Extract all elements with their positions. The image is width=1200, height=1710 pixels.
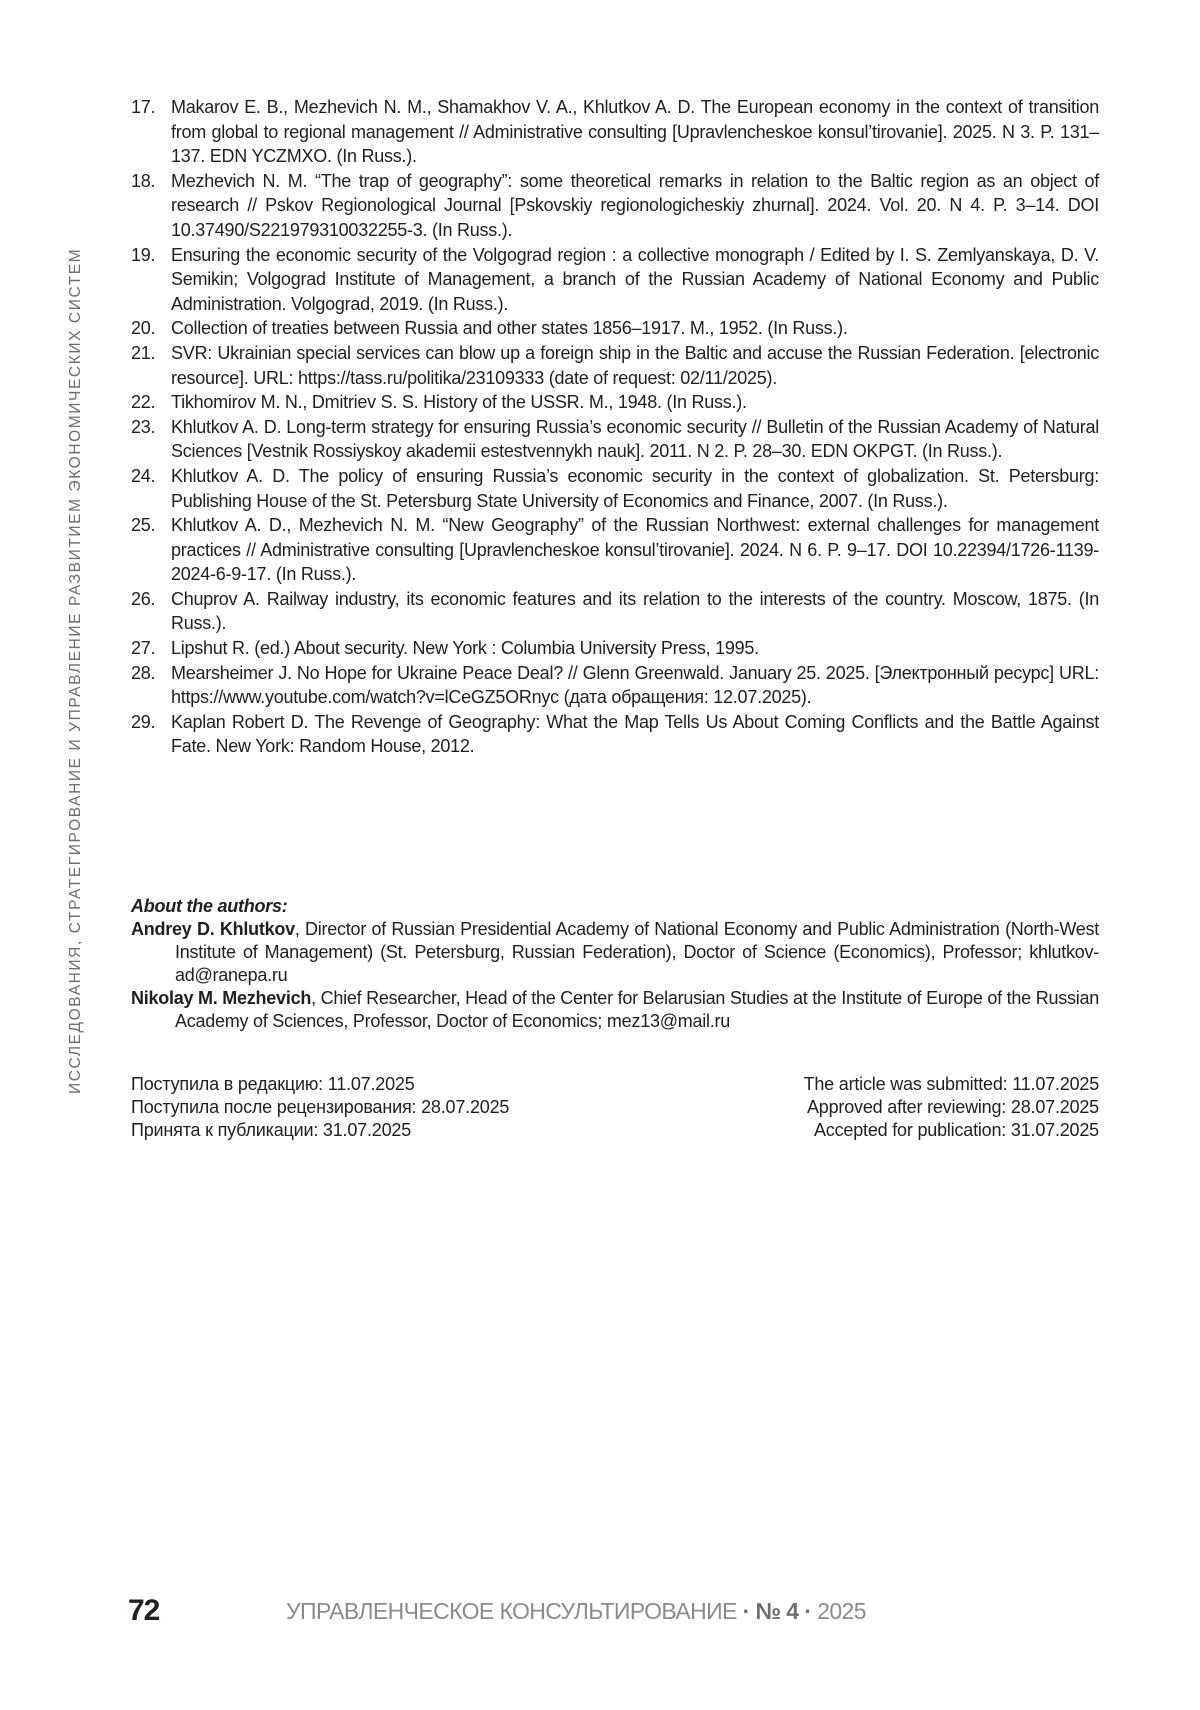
reference-text: Lipshut R. (ed.) About security. New York : Columbia University Press, 1995. [171, 638, 759, 659]
journal-footer [286, 1598, 866, 1625]
reference-item [131, 464, 1099, 513]
reference-text: Makarov E. B., Mezhevich N. M., Shamakhov V. A., Khlutkov A. D. The European economy in the context of transition from global to regional management // Administrative consulting [Upravlencheskoe konsul’tirovanie]. 2025. N 3. P. 131–137. EDN YCZMXO. (In Russ.). [171, 97, 1099, 167]
bullet-separator: · [742, 1598, 750, 1624]
reference-number: 20. [131, 318, 156, 339]
reference-text: SVR: Ukrainian special services can blow up a foreign ship in the Baltic and accuse the Russian Federation. [electronic resource]. URL: https://tass.ru/politika/23109333 (date of request: 02/11/2025). [171, 342, 1099, 388]
reference-item [131, 587, 1099, 636]
reference-number: 17. [131, 97, 156, 117]
reference-item [131, 243, 1099, 317]
bullet-separator: · [804, 1598, 812, 1624]
author-name: Andrey D. Khlutkov [131, 919, 295, 939]
reference-item [131, 513, 1099, 587]
reference-text: Collection of treaties between Russia and other states 1856–1917. M., 1952. (In Russ.). [171, 318, 848, 339]
reference-number: 26. [131, 588, 156, 609]
reference-text: Mearsheimer J. No Hope for Ukraine Peace Deal? // Glenn Greenwald. January 25. 2025. [Электронный ресурс] URL: https://www.youtube.com/watch?v=lCeGZ5ORnyc (дата обращения: 12.07.2025). [171, 662, 1099, 708]
date-ru: Поступила после рецензирования: 28.07.2025 [131, 1097, 510, 1117]
reference-item [131, 95, 1099, 169]
date-row [131, 1096, 1099, 1119]
journal-year: 2025 [817, 1598, 866, 1624]
reference-text: Khlutkov A. D., Mezhevich N. M. “New Geography” of the Russian Northwest: external challenges for management practices // Administrative consulting [Upravlencheskoe konsul’tirovanie]. 2024. N 6. P. 9–17. DOI 10.22394/1726-1139-2024-6-9-17. (In Russ.). [171, 515, 1099, 585]
journal-title: УПРАВЛЕНЧЕСКОЕ КОНСУЛЬТИРОВАНИЕ [286, 1598, 737, 1624]
reference-number: 19. [131, 244, 156, 265]
reference-text: Khlutkov A. D. Long-term strategy for ensuring Russia’s economic security // Bulletin of the Russian Academy of Natural Sciences [Vestnik Rossiyskoy akademii estestvennykh nauk]. 2011. N 2. P. 28–30. EDN OKPGT. (In Russ.). [171, 416, 1099, 462]
author-name: Nikolay M. Mezhevich [131, 988, 312, 1008]
reference-item [131, 390, 1099, 415]
reference-number: 18. [131, 170, 156, 191]
date-row [131, 1073, 1099, 1096]
reference-text: Kaplan Robert D. The Revenge of Geography: What the Map Tells Us About Coming Conflicts and the Battle Against Fate. New York: Random House, 2012. [171, 711, 1099, 757]
reference-item [131, 636, 1099, 661]
date-en: Approved after reviewing: 28.07.2025 [807, 1097, 1099, 1117]
page-number: 72 [128, 1594, 160, 1627]
running-section-title: ИССЛЕДОВАНИЯ, СТРАТЕГИРОВАНИЕ И УПРАВЛЕНИЕ РАЗВИТИЕМ ЭКОНОМИЧЕСКИХ СИСТЕМ [67, 247, 84, 1094]
reference-number: 24. [131, 465, 156, 486]
reference-list [131, 95, 1099, 759]
reference-text: Mezhevich N. M. “The trap of geography”: some theoretical remarks in relation to the Baltic region as an object of research // Pskov Regionological Journal [Pskovskiy regionologicheskiy zhurnal]. 2024. Vol. 20. N 4. P. 3–14. DOI 10.37490/S221979310032255-3. (In Russ.). [171, 170, 1099, 240]
reference-text: Chuprov A. Railway industry, its economic features and its relation to the interests of the country. Moscow, 1875. (In Russ.). [171, 588, 1099, 634]
journal-issue: № 4 [755, 1598, 799, 1624]
author-details: , Director of Russian Presidential Academy of National Economy and Public Administration (North-West Institute of Management) (St. Petersburg, Russian Federation), Doctor of Science (Economics), Professor; khlutkov-ad@ranepa.ru [175, 919, 1099, 985]
date-row [131, 1119, 1099, 1142]
date-en: The article was submitted: 11.07.2025 [803, 1074, 1099, 1094]
author-entry [131, 918, 1099, 987]
reference-number: 28. [131, 662, 156, 683]
reference-text: Tikhomirov M. N., Dmitriev S. S. History of the USSR. M., 1948. (In Russ.). [171, 392, 747, 413]
reference-number: 21. [131, 342, 156, 363]
reference-item [131, 661, 1099, 710]
reference-number: 22. [131, 392, 156, 413]
reference-item [131, 341, 1099, 390]
date-ru: Поступила в редакцию: 11.07.2025 [131, 1074, 415, 1094]
reference-number: 23. [131, 416, 156, 437]
about-authors-heading: About the authors: [131, 896, 288, 916]
author-entry [131, 987, 1099, 1033]
reference-number: 29. [131, 711, 156, 732]
date-en: Accepted for publication: 31.07.2025 [813, 1120, 1099, 1140]
reference-item [131, 415, 1099, 464]
reference-item [131, 710, 1099, 759]
reference-text: Ensuring the economic security of the Volgograd region : a collective monograph / Edited by I. S. Zemlyanskaya, D. V. Semikin; Volgograd Institute of Management, a branch of the Russian Academy of National Economy and Public Administration. Volgograd, 2019. (In Russ.). [171, 244, 1099, 314]
reference-number: 25. [131, 515, 156, 536]
date-ru: Принята к публикации: 31.07.2025 [131, 1120, 412, 1140]
reference-item [131, 169, 1099, 243]
reference-text: Khlutkov A. D. The policy of ensuring Russia’s economic security in the context of globalization. St. Petersburg: Publishing House of the St. Petersburg State University of Economics and Finance, 2007. (In Russ.). [171, 465, 1099, 511]
about-authors [131, 895, 1099, 1033]
author-details: , Chief Researcher, Head of the Center for Belarusian Studies at the Institute of Europe of the Russian Academy of Sciences, Professor, Doctor of Economics; mez13@mail.ru [175, 988, 1099, 1031]
publication-dates [131, 1073, 1099, 1142]
reference-item [131, 316, 1099, 341]
reference-number: 27. [131, 638, 156, 659]
